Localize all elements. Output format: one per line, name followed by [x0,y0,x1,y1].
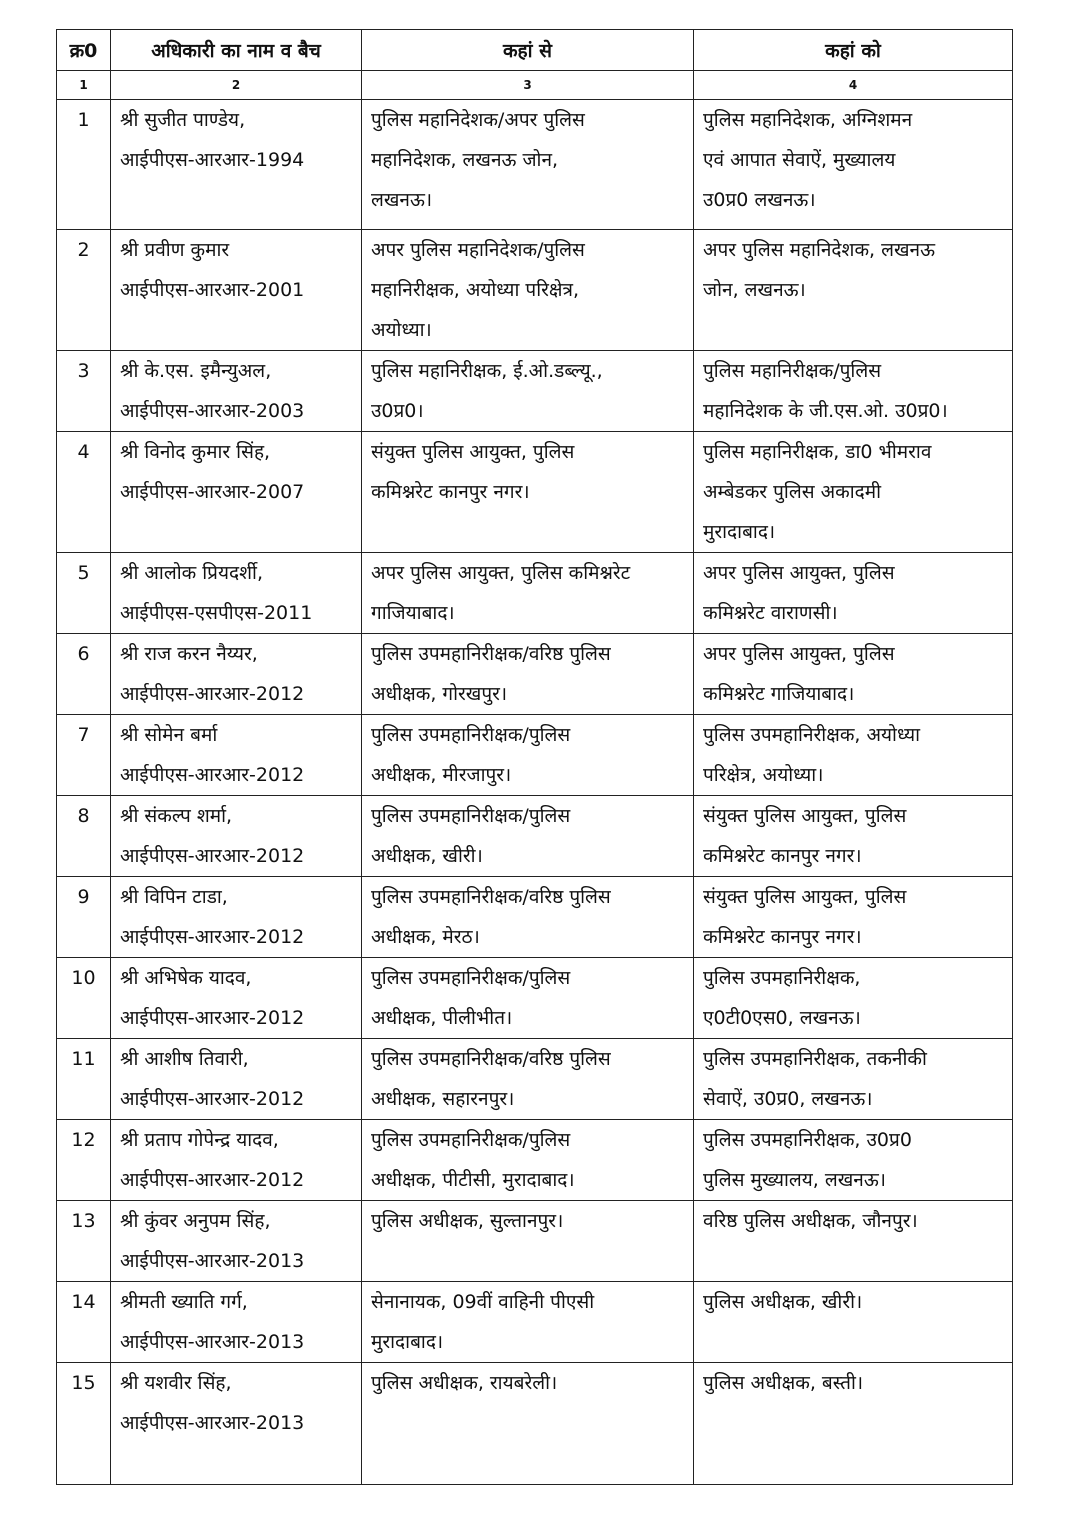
officer-cell-line: श्री प्रताप गोपेन्द्र यादव, [120,1129,279,1151]
from-cell-line: कमिश्नरेट कानपुर नगर। [371,481,530,503]
officer-cell-line: आईपीएस-आरआर-2012 [120,1088,305,1110]
to-cell-line: पुलिस मुख्यालय, लखनऊ। [703,1169,886,1191]
from-cell-text [362,1201,693,1241]
from-cell-text [362,432,693,512]
officer-cell [111,1201,362,1282]
to-cell-text [694,553,1012,633]
to-cell-text [694,1282,1012,1322]
officer-cell [111,100,362,230]
to-cell [694,351,1013,432]
table-row [57,1039,1013,1120]
from-cell-line: पुलिस उपमहानिरीक्षक/वरिष्ठ पुलिस [371,1048,611,1070]
officer-cell [111,877,362,958]
from-cell-text [362,634,693,714]
to-cell-line: कमिश्नरेट वाराणसी। [703,602,838,624]
to-cell [694,1039,1013,1120]
table-row [57,1120,1013,1201]
from-cell-line: अयोध्या। [371,319,432,341]
to-cell-line: पुलिस महानिरीक्षक/पुलिस [703,360,882,382]
to-cell-line: अपर पुलिस आयुक्त, पुलिस [703,562,895,584]
officer-cell-line: श्रीमती ख्याति गर्ग, [120,1291,248,1313]
to-cell-line: उ0प्र0 लखनऊ। [703,189,816,211]
from-cell-line: अधीक्षक, पीटीसी, मुरादाबाद। [371,1169,575,1191]
to-cell [694,634,1013,715]
to-cell-line: पुलिस अधीक्षक, खीरी। [703,1291,863,1313]
officer-cell [111,351,362,432]
officer-cell-line: आईपीएस-आरआर-2007 [120,481,305,503]
serial-cell [57,1201,111,1282]
officer-cell [111,432,362,553]
from-cell-line: अपर पुलिस महानिदेशक/पुलिस [371,239,585,261]
serial-cell [57,1120,111,1201]
serial-cell-text: 12 [71,1129,96,1151]
to-cell-line: कमिश्नरेट कानपुर नगर। [703,926,862,948]
serial-cell-text: 6 [77,643,90,665]
to-cell-line: पुलिस उपमहानिरीक्षक, तकनीकी [703,1048,927,1070]
officer-cell-text [111,1201,361,1281]
officer-cell-line: आईपीएस-आरआर-2012 [120,764,305,786]
officer-cell-line: श्री के.एस. इमैन्युअल, [120,360,272,382]
officer-cell [111,1363,362,1485]
to-cell [694,100,1013,230]
officer-cell-text [111,715,361,795]
from-cell [362,958,694,1039]
to-cell-line: सेवाऐं, उ0प्र0, लखनऊ। [703,1088,873,1110]
serial-cell-text: 14 [71,1291,96,1313]
from-cell [362,634,694,715]
officer-cell-text [111,1120,361,1200]
table-row [57,796,1013,877]
officer-cell-line: आईपीएस-आरआर-2003 [120,400,305,422]
from-cell-line: महानिरीक्षक, अयोध्या परिक्षेत्र, [371,279,580,301]
officer-cell-text [111,100,361,180]
serial-cell-text: 7 [77,724,90,746]
serial-cell-text: 3 [77,360,90,382]
serial-cell [57,1282,111,1363]
from-cell-line: पुलिस उपमहानिरीक्षक/पुलिस [371,967,571,989]
officer-cell [111,230,362,351]
serial-cell [57,230,111,351]
serial-cell-text: 15 [71,1372,96,1394]
from-cell-line: पुलिस महानिरीक्षक, ई.ओ.डब्ल्यू., [371,360,603,382]
header-to: कहां को [694,30,1013,71]
from-cell-line: गाजियाबाद। [371,602,455,624]
serial-cell [57,715,111,796]
officer-cell [111,1282,362,1363]
to-cell [694,432,1013,553]
officer-cell [111,1039,362,1120]
officer-cell-text [111,553,361,633]
serial-cell [57,432,111,553]
from-cell-text [362,1282,693,1362]
from-cell-line: पुलिस उपमहानिरीक्षक/पुलिस [371,724,571,746]
serial-cell-text: 9 [77,886,90,908]
from-cell [362,1120,694,1201]
from-cell-line: लखनऊ। [371,189,433,211]
from-cell-text [362,553,693,633]
from-cell-text [362,1039,693,1119]
from-cell-line: पुलिस अधीक्षक, सुल्तानपुर। [371,1210,564,1232]
to-cell-line: पुलिस महानिदेशक, अग्निशमन [703,109,913,131]
header-from: कहां से [362,30,694,71]
table-row [57,1282,1013,1363]
from-cell-text [362,100,693,220]
to-cell-line: कमिश्नरेट गाजियाबाद। [703,683,855,705]
serial-cell [57,100,111,230]
from-cell-text [362,877,693,957]
to-cell-text [694,634,1012,714]
to-cell-line: पुलिस उपमहानिरीक्षक, अयोध्या [703,724,921,746]
serial-cell [57,1039,111,1120]
to-cell-line: कमिश्नरेट कानपुर नगर। [703,845,862,867]
serial-cell [57,1363,111,1485]
officer-cell-line: आईपीएस-आरआर-2013 [120,1331,305,1353]
from-cell [362,1201,694,1282]
to-cell [694,1201,1013,1282]
to-cell-text [694,796,1012,876]
to-cell [694,715,1013,796]
officer-cell-line: श्री आलोक प्रियदर्शी, [120,562,263,584]
to-cell [694,1363,1013,1485]
to-cell-text [694,1039,1012,1119]
from-cell-line: पुलिस उपमहानिरीक्षक/पुलिस [371,1129,571,1151]
column-number: 1 [57,71,111,100]
table-row [57,634,1013,715]
to-cell-line: वरिष्ठ पुलिस अधीक्षक, जौनपुर। [703,1210,918,1232]
serial-cell-text: 10 [71,967,96,989]
to-cell-line: जोन, लखनऊ। [703,279,806,301]
officer-cell-text [111,230,361,310]
serial-cell [57,877,111,958]
table-row [57,877,1013,958]
to-cell [694,796,1013,877]
officer-cell-line: श्री संकल्प शर्मा, [120,805,233,827]
to-cell-line: महानिदेशक के जी.एस.ओ. उ0प्र0। [703,400,948,422]
column-number-row [57,71,1013,100]
table-row [57,351,1013,432]
officer-cell-text [111,877,361,957]
from-cell-line: अधीक्षक, सहारनपुर। [371,1088,515,1110]
officer-cell-text [111,796,361,876]
serial-cell [57,958,111,1039]
officer-cell-line: श्री यशवीर सिंह, [120,1372,232,1394]
officer-cell-line: आईपीएस-एसपीएस-2011 [120,602,313,624]
serial-cell-text: 1 [77,109,90,131]
column-number: 4 [694,71,1013,100]
officer-cell [111,1120,362,1201]
from-cell-line: पुलिस उपमहानिरीक्षक/वरिष्ठ पुलिस [371,886,611,908]
from-cell-text [362,715,693,795]
from-cell-line: महानिदेशक, लखनऊ जोन, [371,149,559,171]
officer-cell-line: श्री कुंवर अनुपम सिंह, [120,1210,271,1232]
officer-cell-text [111,351,361,431]
header-serial: क्र0 [57,30,111,71]
officer-cell-line: आईपीएस-आरआर-2012 [120,926,305,948]
from-cell-line: अधीक्षक, मेरठ। [371,926,480,948]
to-cell-text [694,1363,1012,1403]
serial-cell-text: 8 [77,805,90,827]
officer-cell-text [111,1039,361,1119]
to-cell-text [694,100,1012,220]
serial-cell-text: 13 [71,1210,96,1232]
to-cell [694,230,1013,351]
officer-cell [111,796,362,877]
serial-cell [57,796,111,877]
from-cell [362,877,694,958]
to-cell-text [694,877,1012,957]
table-row [57,100,1013,230]
serial-cell-text: 2 [77,239,90,261]
to-cell [694,877,1013,958]
serial-cell-text: 4 [77,441,90,463]
officer-cell-line: श्री सुजीत पाण्डेय, [120,109,246,131]
officer-cell-line: आईपीएस-आरआर-2013 [120,1250,305,1272]
table-row [57,715,1013,796]
from-cell-line: पुलिस अधीक्षक, रायबरेली। [371,1372,558,1394]
from-cell [362,100,694,230]
serial-cell [57,634,111,715]
from-cell [362,432,694,553]
serial-cell [57,553,111,634]
officer-cell-line: श्री प्रवीण कुमार [120,239,230,261]
to-cell-line: ए0टी0एस0, लखनऊ। [703,1007,861,1029]
officer-cell-line: आईपीएस-आरआर-2001 [120,279,305,301]
from-cell-text [362,351,693,431]
table-row [57,1201,1013,1282]
to-cell [694,1282,1013,1363]
to-cell [694,1120,1013,1201]
to-cell-text [694,1201,1012,1241]
to-cell-line: अम्बेडकर पुलिस अकादमी [703,481,881,503]
officer-cell-line: आईपीएस-आरआर-2013 [120,1412,305,1434]
from-cell-text [362,1120,693,1200]
officer-cell [111,553,362,634]
officer-cell-line: आईपीएस-आरआर-2012 [120,1007,305,1029]
to-cell-line: पुलिस अधीक्षक, बस्ती। [703,1372,864,1394]
officer-cell-text [111,634,361,714]
officer-cell-line: आईपीएस-आरआर-2012 [120,1169,305,1191]
from-cell [362,553,694,634]
officer-cell-text [111,1363,361,1443]
to-cell-line: एवं आपात सेवाऐं, मुख्यालय [703,149,896,171]
officer-cell-text [111,432,361,512]
from-cell-line: अधीक्षक, खीरी। [371,845,483,867]
serial-cell-text: 11 [71,1048,96,1070]
from-cell-text [362,796,693,876]
from-cell-line: उ0प्र0। [371,400,424,422]
officer-cell-line: श्री राज करन नैय्यर, [120,643,258,665]
table-row [57,1363,1013,1485]
from-cell [362,351,694,432]
column-number: 3 [362,71,694,100]
column-number: 2 [111,71,362,100]
to-cell-text [694,230,1012,310]
to-cell-text [694,351,1012,431]
from-cell [362,1039,694,1120]
to-cell-line: पुलिस उपमहानिरीक्षक, [703,967,861,989]
to-cell-line: अपर पुलिस महानिदेशक, लखनऊ [703,239,935,261]
header-row [57,30,1013,71]
from-cell-line: अधीक्षक, मीरजापुर। [371,764,512,786]
header-officer-name: अधिकारी का नाम व बैच [111,30,362,71]
to-cell-line: पुलिस महानिरीक्षक, डा0 भीमराव [703,441,932,463]
to-cell-line: अपर पुलिस आयुक्त, पुलिस [703,643,895,665]
from-cell [362,796,694,877]
from-cell-line: पुलिस महानिदेशक/अपर पुलिस [371,109,585,131]
serial-cell [57,351,111,432]
to-cell-line: परिक्षेत्र, अयोध्या। [703,764,824,786]
to-cell-text [694,432,1012,552]
officer-cell [111,958,362,1039]
table-row [57,958,1013,1039]
from-cell-text [362,230,693,350]
from-cell-line: पुलिस उपमहानिरीक्षक/पुलिस [371,805,571,827]
table-body [57,100,1013,1485]
from-cell [362,715,694,796]
to-cell-line: संयुक्त पुलिस आयुक्त, पुलिस [703,886,907,908]
to-cell-line: पुलिस उपमहानिरीक्षक, उ0प्र0 [703,1129,912,1151]
officer-cell [111,715,362,796]
to-cell [694,958,1013,1039]
officer-cell-text [111,1282,361,1362]
to-cell-line: मुरादाबाद। [703,521,776,543]
from-cell-text [362,958,693,1038]
from-cell [362,230,694,351]
to-cell-line: संयुक्त पुलिस आयुक्त, पुलिस [703,805,907,827]
from-cell-line: अधीक्षक, पीलीभीत। [371,1007,513,1029]
officer-cell-text [111,958,361,1038]
from-cell-text [362,1363,693,1403]
officer-cell-line: श्री सोमेन बर्मा [120,724,218,746]
to-cell-text [694,1120,1012,1200]
from-cell-line: मुरादाबाद। [371,1331,444,1353]
officer-cell-line: श्री विपिन टाडा, [120,886,228,908]
from-cell [362,1282,694,1363]
officer-cell-line: आईपीएस-आरआर-2012 [120,683,305,705]
officer-cell-line: आईपीएस-आरआर-2012 [120,845,305,867]
to-cell [694,553,1013,634]
officer-cell-line: श्री आशीष तिवारी, [120,1048,249,1070]
from-cell-line: अधीक्षक, गोरखपुर। [371,683,508,705]
from-cell-line: सेनानायक, 09वीं वाहिनी पीएसी [371,1291,595,1313]
table-row [57,432,1013,553]
table-row [57,553,1013,634]
to-cell-text [694,958,1012,1038]
officer-cell [111,634,362,715]
officer-cell-line: श्री विनोद कुमार सिंह, [120,441,271,463]
from-cell-line: अपर पुलिस आयुक्त, पुलिस कमिश्नरेट [371,562,631,584]
to-cell-text [694,715,1012,795]
from-cell-line: पुलिस उपमहानिरीक्षक/वरिष्ठ पुलिस [371,643,611,665]
officer-cell-line: श्री अभिषेक यादव, [120,967,252,989]
from-cell [362,1363,694,1485]
from-cell-line: संयुक्त पुलिस आयुक्त, पुलिस [371,441,575,463]
serial-cell-text: 5 [77,562,90,584]
officer-cell-line: आईपीएस-आरआर-1994 [120,149,305,171]
transfer-table [56,29,1013,1485]
table-row [57,230,1013,351]
